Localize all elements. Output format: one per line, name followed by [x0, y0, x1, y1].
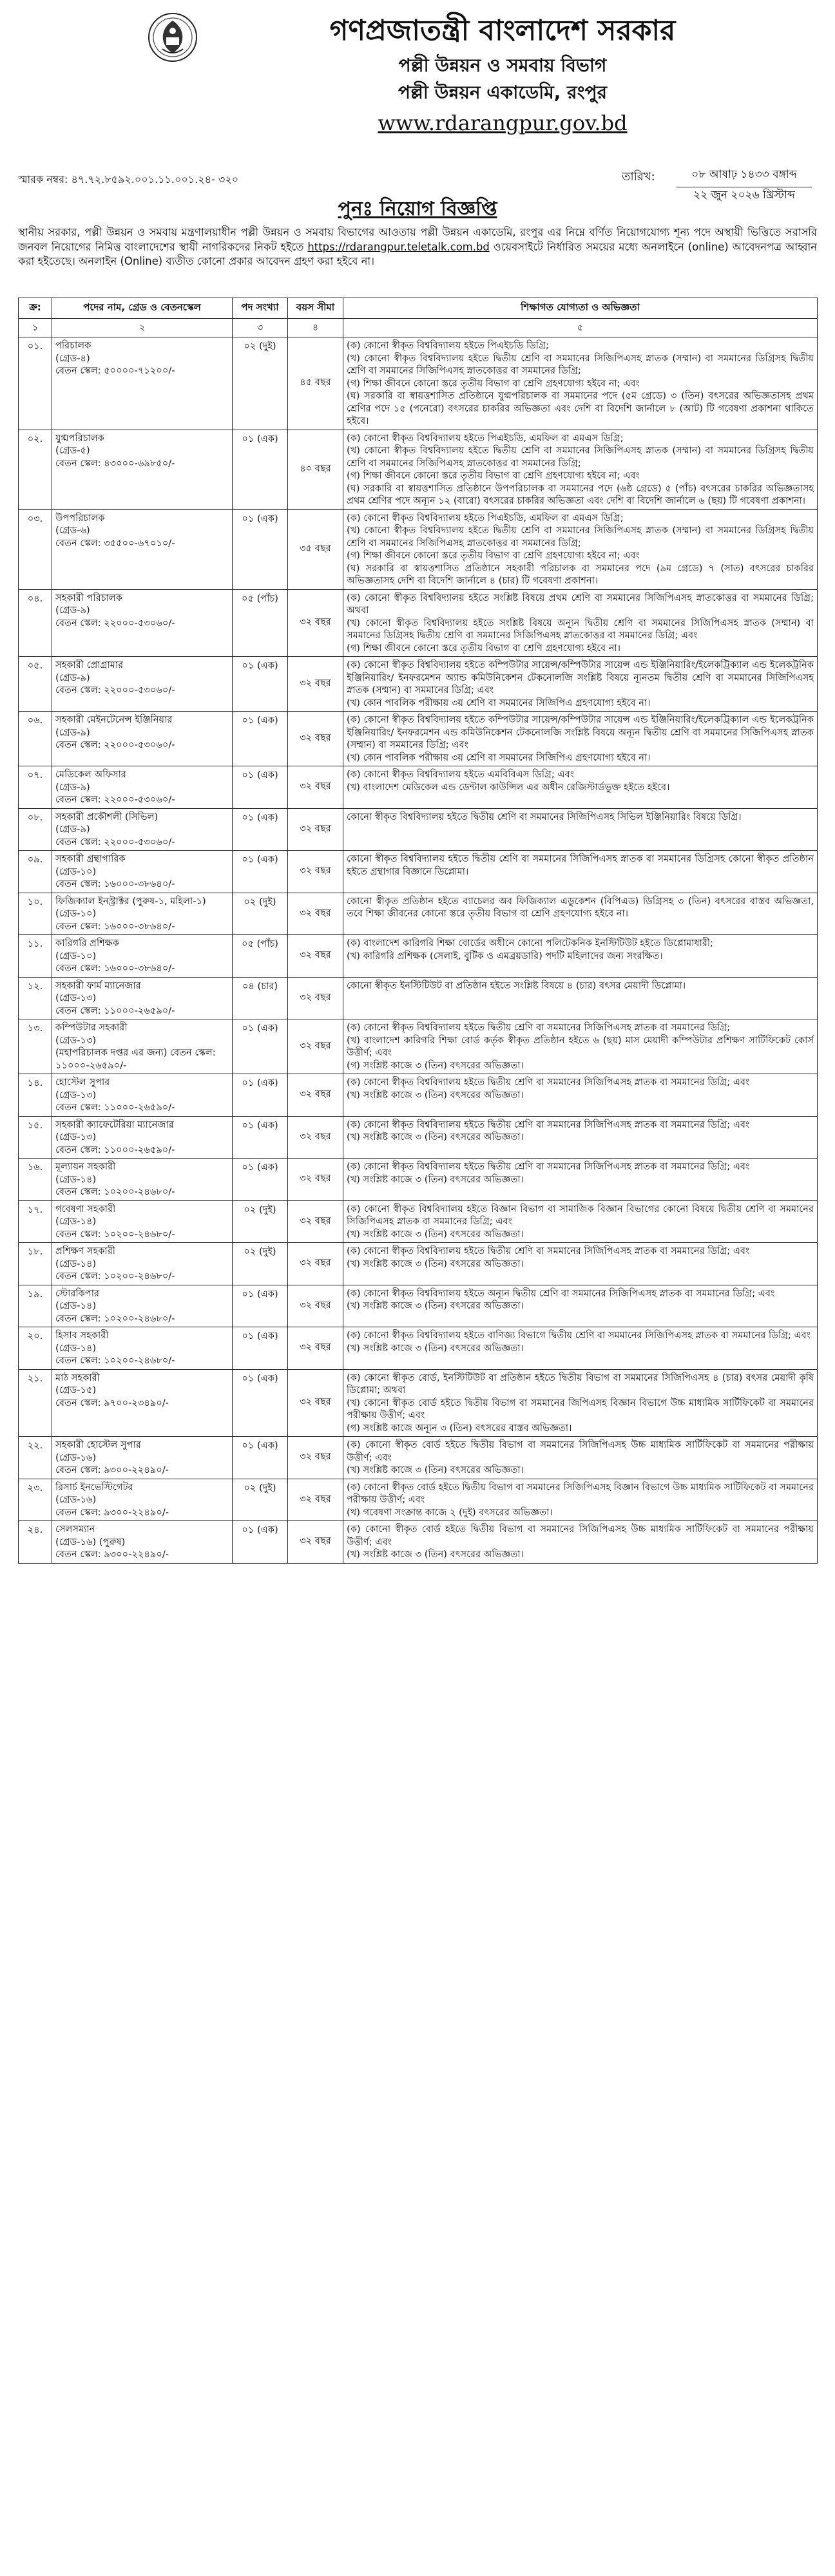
qualification-cell [343, 1285, 818, 1327]
post-name: কম্পিউটার সহকারী [55, 1022, 128, 1033]
qualification-line: (ক) কোনো স্বীকৃত বিশ্ববিদ্যালয় হইতে দ্বিতীয় শ্রেণি বা সমমানের সিজিপিএসহ স্নাতক বা সমমানের ডিগ্রি; এবং [347, 1161, 750, 1172]
qualification-line: (খ) কোনো স্বীকৃত বিশ্ববিদ্যালয় হইতে দ্বিতীয় শ্রেণি বা সমমানের সিজিপিএসহ স্নাতক (সম্মান) বা সমমানের ডিগ্রিসহ দ্বিতীয় শ্রেণি বা সমমানের সিজিপিএসহ স্নাতকোত্তর বা সমমানের ডিগ্রি; [347, 352, 814, 376]
column-number: ১ [19, 319, 52, 337]
qualification-cell [343, 509, 818, 589]
post-cell [52, 1243, 233, 1285]
pay-scale: বেতন স্কেল: ১০২০০-২৪৬৮০/- [55, 1228, 175, 1240]
age-limit: ৪৫ বছর [288, 337, 343, 430]
qualification-line: (ক) বাংলাদেশ কারিগরি শিক্ষা বোর্ডের অধীনে কোনো পলিটেকনিক ইনস্টিটিউট হইতে ডিপ্লোমাধারী; [347, 938, 713, 949]
post-name: মূল্যায়ন সহকারী [55, 1161, 116, 1172]
qualification-line: (ক) কোনো স্বীকৃত বিশ্ববিদ্যালয় হইতে দ্বিতীয় শ্রেণি বা সমমানের সিজিপিএসহ স্নাতক বা সমমানের ডিগ্রি; [347, 1022, 731, 1033]
table-row [19, 589, 818, 657]
qualification-line: (ঘ) সরকারি বা স্বায়ত্তশাসিত প্রতিষ্ঠানে সহকারী পরিচালক বা সমমানের পদে (৯ম গ্রেডে) ৭ (সাত) বৎসরের চাকরির অভিজ্ঞতাসহ দেশি বা বিদেশি জার্নালে ৪ (চার) টি গবেষণা প্রকাশনা। [347, 562, 814, 586]
qualification-line: (গ) সংশ্লিষ্ট কাজে অন্যূন ৩ (তিন) বৎসরের বাস্তব অভিজ্ঞতা। [347, 1422, 572, 1434]
qualification-cell [343, 1200, 818, 1243]
qualification-line: (ঘ) সরকারি বা স্বায়ত্তশাসিত প্রতিষ্ঠানে উপপরিচালক বা সমমানের পদে (৬ষ্ঠ গ্রেডে) ৫ (পাঁচ) বৎসরের চাকরির অভিজ্ঞতাসহ প্রথম শ্রেণির পদে অন্যূন ১২ (বারো) বৎসরের চাকরির অভিজ্ঞতা এবং দেশি বা বিদেশি জার্নালে ৬ (ছয়) টি গবেষণা প্রকাশনা। [347, 482, 814, 506]
post-cell [52, 1327, 233, 1370]
qualification-line: (ক) কোনো স্বীকৃত বিশ্ববিদ্যালয় হইতে কম্পিউটার সায়েন্স/কম্পিউটার সায়েন্স এন্ড ইঞ্জিনিয়ারিং/ইলেকট্রিক্যাল এন্ড ইলেকট্রনিক ইঞ্জিনিয়ারিং/ ইনফরমেশন এন্ড কমিউনিকেশন টেকনোলজি সংশ্লিষ্ট বিষয়ে অন্যূন দ্বিতীয় শ্রেণি বা সমমানের সিজিপিএসহ স্নাতক (সম্মান) বা সমমানের ডিগ্রি; এবং [347, 714, 814, 750]
post-cell [52, 1116, 233, 1159]
column-number: ৪ [288, 319, 343, 337]
age-limit: ৩২ বছর [288, 1116, 343, 1159]
qualification-cell [343, 1521, 818, 1564]
column-number: ২ [52, 319, 233, 337]
column-number: ৩ [233, 319, 288, 337]
qualification-cell [343, 935, 818, 978]
pay-scale: বেতন স্কেল: ২২০০০-৫৩০৬০/- [55, 836, 175, 848]
column-number: ৫ [343, 319, 818, 337]
qualification-line: কোনো স্বীকৃত ইনস্টিটিউট বা প্রতিষ্ঠান হইতে সংশ্লিষ্ট বিষয়ে ৪ (চার) বৎসর মেয়াদী ডিপ্লোমা। [347, 980, 686, 991]
post-quantity: ০১ (এক) [233, 808, 288, 851]
pay-scale: বেতন স্কেল: ১৬০০০-৩৮৬৪০/- [55, 878, 175, 889]
table-row [19, 1243, 818, 1285]
post-quantity: ০১ (এক) [233, 1074, 288, 1117]
qualification-line: (খ) কোনো স্বীকৃত বিশ্ববিদ্যালয় হইতে দ্বিতীয় শ্রেণি বা সমমানের সিজিপিএসহ স্নাতক (সম্মান) বা সমমানের ডিগ্রিসহ দ্বিতীয় শ্রেণি বা সমমানের সিজিপিএসহ স্নাতকোত্তর বা সমমানের ডিগ্রি; [347, 525, 814, 549]
table-row [19, 1200, 818, 1243]
qualification-cell [343, 1327, 818, 1370]
notice-title: পুনঃ নিয়োগ বিজ্ঞপ্তি [338, 198, 497, 220]
post-quantity: ০১ (এক) [233, 1116, 288, 1159]
header-age: বয়স সীমা [288, 298, 343, 319]
row-serial: ১৭. [19, 1200, 52, 1243]
table-row [19, 712, 818, 766]
division-name: পল্লী উন্নয়ন ও সমবায় বিভাগ [398, 55, 607, 76]
pay-scale: বেতন স্কেল: ১১০০০-২৬৫৯০/- [55, 1005, 175, 1016]
post-cell [52, 1521, 233, 1564]
post-name: সহকারী ফার্ম ম্যানেজার [55, 980, 141, 991]
intro-text-1: স্থানীয় সরকার, পল্লী উন্নয়ন ও সমবায় মন্ত্রণালয়াধীন পল্লী উন্নয়ন ও সমবায় বিভাগের আওতায় পল্লী উন্নয়ন একাডেমি, রংপুর এর নিম্নে বর্ণিত নিয়োগযোগ্য শূন্য পদে অস্থায়ী ভিত্তিতে সরাসরি জনবল নিয়োগের নিমিত্ত বাংলাদেশের স্থায়ী নাগরিকদের নিকট হইতে [18, 226, 817, 253]
pay-scale: বেতন স্কেল: ১০২০০-২৪৬৮০/- [55, 1355, 175, 1366]
post-grade: (গ্রেড-১৪) [55, 1300, 97, 1311]
table-row [19, 657, 818, 712]
pay-scale: বেতন স্কেল: ১১০০০-২৬৫৯০/- [55, 1144, 175, 1155]
row-serial: ০৭. [19, 766, 52, 809]
age-limit: ৩২ বছর [288, 1521, 343, 1564]
row-serial: ১৪. [19, 1074, 52, 1117]
pay-scale: বেতন স্কেল: ২২০০০-৫৩০৬০/- [55, 739, 175, 750]
qualification-cell [343, 1074, 818, 1117]
post-quantity: ০১ (এক) [233, 1159, 288, 1201]
qualification-cell [343, 430, 818, 509]
post-name: হোস্টেল সুপার [55, 1077, 110, 1088]
row-serial: ০১. [19, 337, 52, 430]
row-serial: ১১. [19, 935, 52, 978]
post-grade: (গ্রেড-১৪) [55, 1342, 97, 1354]
post-quantity: ০১ (এক) [233, 1437, 288, 1479]
header-quantity: পদ সংখ্যা [233, 298, 288, 319]
age-limit: ৩২ বছর [288, 1019, 343, 1074]
qualification-cell [343, 1159, 818, 1201]
qualification-line: (ক) কোনো স্বীকৃত বিশ্ববিদ্যালয় হইতে বিজ্ঞান বিভাগ বা সামাজিক বিজ্ঞান বিভাগের কোনো বিষয়ে দ্বিতীয় শ্রেণি বা সমমানের সিজিপিএসহ স্নাতক বা সমমানের ডিগ্রি; এবং [347, 1203, 814, 1227]
website-link[interactable]: www.rdarangpur.gov.bd [378, 111, 628, 135]
qualification-line: (খ) কোনো স্বীকৃত বোর্ড হইতে দ্বিতীয় বিভাগ বা সমমানের জিপিএসহ বিজ্ঞান বিভাগে উচ্চ মাধ্যমিক সার্টিফিকেট বা সমমানের পরীক্ষায় উত্তীর্ণ; এবং [347, 1397, 814, 1421]
age-limit: ৩২ বছর [288, 766, 343, 809]
post-grade: (গ্রেড-১৪) [55, 1173, 97, 1185]
age-limit: ৩২ বছর [288, 1437, 343, 1479]
qualification-line: (গ) শিক্ষা জীবনে কোনো স্তরে তৃতীয় বিভাগ বা শ্রেণি গ্রহণযোগ্য হইবে না। [347, 642, 620, 654]
table-header-row [19, 298, 818, 319]
post-grade: (গ্রেড-৯) [55, 824, 90, 835]
date-english: ২২ জুন ২০২৬ খ্রিস্টাব্দ [693, 189, 795, 202]
row-serial: ১৯. [19, 1285, 52, 1327]
table-row [19, 1369, 818, 1437]
qualification-line: (ক) কোনো স্বীকৃত বোর্ড হইতে দ্বিতীয় বিভাগ বা সমমানের সিজিপিএসহ উচ্চ মাধ্যমিক সার্টিফিকেট বা সমমানের পরীক্ষায় উত্তীর্ণ; এবং [347, 1439, 814, 1463]
post-quantity: ০১ (এক) [233, 766, 288, 809]
table-row [19, 1479, 818, 1521]
age-limit: ৩২ বছর [288, 1159, 343, 1201]
post-cell [52, 977, 233, 1019]
post-quantity: ০৪ (চার) [233, 977, 288, 1019]
post-name: মাঠ সহকারী [55, 1372, 100, 1383]
qualification-line: (খ) কারিগরি প্রশিক্ষক (সেলাই, বুটিক ও এমব্রয়ডারি) পদটি মহিলাদের জন্য সংরক্ষিত। [347, 950, 663, 961]
post-quantity: ০১ (এক) [233, 1019, 288, 1074]
qualification-line: (ক) কোনো স্বীকৃত বিশ্ববিদ্যালয় হইতে পিএইচডি ডিগ্রি; [347, 340, 549, 351]
age-limit: ৩২ বছর [288, 1479, 343, 1521]
qualification-line: (খ) সংশ্লিষ্ট কাজে ৩ (তিন) বৎসরের অভিজ্ঞতা। [347, 1300, 524, 1311]
table-row [19, 893, 818, 935]
post-cell [52, 935, 233, 978]
post-quantity: ০১ (এক) [233, 1327, 288, 1370]
post-grade: (গ্রেড-১৪) [55, 1216, 97, 1227]
age-limit: ৩২ বছর [288, 1200, 343, 1243]
qualification-cell [343, 1116, 818, 1159]
post-grade: (গ্রেড-১৩) [55, 992, 97, 1003]
post-cell [52, 1200, 233, 1243]
qualification-line: (খ) গবেষণা সংক্রান্ত কাজে ২ (দুই) বৎসরের অভিজ্ঞতা। [347, 1506, 553, 1518]
qualification-line: (খ) সংশ্লিষ্ট কাজে ৩ (তিন) বৎসরের অভিজ্ঞতা। [347, 1228, 524, 1240]
qualification-line: (ক) কোনো স্বীকৃত বিশ্ববিদ্যালয় হইতে পিএইচডি, এমফিল বা এমএস ডিগ্রি; [347, 512, 624, 524]
qualification-line: (খ) বাংলাদেশ মেডিকেল এন্ড ডেন্টাল কাউন্সিল এর অধীন রেজিস্টার্ডভুক্ত হইতে হইবে। [347, 781, 670, 793]
post-name: রিসার্চ ইনভেস্টিগেটর [55, 1481, 133, 1493]
qualification-line: (ক) কোনো স্বীকৃত বিশ্ববিদ্যালয় হইতে কম্পিউটার সায়েন্স/কম্পিউটার সায়েন্স এন্ড ইঞ্জিনিয়ারিং/ইলেকট্রিক্যাল এন্ড ইলেকট্রনিক ইঞ্জিনিয়ারিং/ ইনফরমেশন অ্যান্ড কমিউনিকেশন টেকনোলজি সংশ্লিষ্ট বিষয়ে ন্যূনতম দ্বিতীয় শ্রেণি বা সমমানের সিজিপিএসহ স্নাতক (সম্মান) বা সমমানের ডিগ্রি; এবং [347, 659, 814, 696]
post-quantity: ০২ (দুই) [233, 1200, 288, 1243]
age-limit: ৩২ বছর [288, 657, 343, 712]
table-row [19, 1159, 818, 1201]
post-grade: (গ্রেড-১৩) [55, 1089, 97, 1101]
pay-scale: বেতন স্কেল: ৩৫৫০০-৬৭০১০/- [55, 537, 175, 549]
age-limit: ৩২ বছর [288, 1285, 343, 1327]
row-serial: ০২. [19, 430, 52, 509]
post-name: পরিচালক [55, 340, 91, 351]
qualification-line: (ক) কোনো স্বীকৃত বিশ্ববিদ্যালয় হইতে দ্বিতীয় শ্রেণি বা সমমানের সিজিপিএসহ স্নাতক বা সমমানের ডিগ্রি; এবং [347, 1245, 750, 1256]
government-title: গণপ্রজাতন্ত্রী বাংলাদেশ সরকার [329, 14, 676, 47]
post-grade: (গ্রেড-৯) [55, 726, 90, 738]
memo-number: স্মারক নম্বর: ৪৭.৭২.৮৫৯২.০০১.১১.০০১.২৪- ৩২০ [18, 173, 239, 185]
pay-scale: বেতন স্কেল: ৯৩০০-২২৪৯০/- [55, 1506, 169, 1518]
row-serial: ১২. [19, 977, 52, 1019]
qualification-line: (গ) শিক্ষা জীবনে কোনো স্তরে তৃতীয় বিভাগ বা শ্রেণি গ্রহণযোগ্য হইবে না; এবং [347, 377, 640, 389]
letterhead [0, 0, 835, 161]
age-limit: ৩২ বছর [288, 977, 343, 1019]
row-serial: ০৪. [19, 589, 52, 657]
post-cell [52, 851, 233, 893]
post-cell [52, 337, 233, 430]
post-quantity: ০১ (এক) [233, 657, 288, 712]
qualification-cell [343, 712, 818, 766]
qualification-line: (খ) কোন পাবলিক পরীক্ষায় ৩য় শ্রেণি বা সমমানের সিজিপিএ গ্রহণযোগ্য হইবে না। [347, 752, 651, 763]
row-serial: ২৩. [19, 1479, 52, 1521]
post-name: সেলসম্যান [55, 1524, 95, 1535]
table-row [19, 977, 818, 1019]
post-quantity: ০১ (এক) [233, 1369, 288, 1437]
table-row [19, 1327, 818, 1370]
column-number-row [19, 319, 818, 337]
qualification-line: (খ) সংশ্লিষ্ট কাজে ৩ (তিন) বৎসরের অভিজ্ঞতা। [347, 1464, 524, 1475]
post-cell [52, 430, 233, 509]
post-cell [52, 657, 233, 712]
row-serial: ১৬. [19, 1159, 52, 1201]
qualification-line: (ক) কোনো স্বীকৃত বিশ্ববিদ্যালয় হইতে সংশ্লিষ্ট বিষয়ে প্রথম শ্রেণি বা সমমানের সিজিপিএসহ স্নাতকোত্তর বা সমমানের ডিগ্রি; অথবা [347, 592, 814, 616]
age-limit: ৩২ বছর [288, 893, 343, 935]
age-limit: ৩২ বছর [288, 712, 343, 766]
qualification-line: (খ) সংশ্লিষ্ট কাজে ৩ (তিন) বৎসরের অভিজ্ঞতা। [347, 1549, 524, 1560]
header-serial: ক্র: [19, 298, 52, 319]
post-cell [52, 1479, 233, 1521]
qualification-line: (ক) কোনো স্বীকৃত বিশ্ববিদ্যালয় হইতে এমবিবিএস ডিগ্রি; এবং [347, 769, 575, 780]
post-grade: (গ্রেড-১৪) [55, 1258, 97, 1269]
table-row [19, 1437, 818, 1479]
pay-scale: বেতন স্কেল: ১৬০০০-৩৮৬৪০/- [55, 920, 175, 932]
qualification-line: (খ) কোনো স্বীকৃত বিশ্ববিদ্যালয় হইতে দ্বিতীয় শ্রেণি বা সমমানের সিজিপিএসহ স্নাতক (সম্মান) বা সমমানের ডিগ্রিসহ দ্বিতীয় শ্রেণি বা সমমানের সিজিপিএসহ স্নাতকোত্তর বা সমমানের ডিগ্রি; [347, 445, 814, 469]
post-name: ফিজিক্যাল ইনস্ট্রাক্টর (পুরুষ-১, মহিলা-১) [55, 895, 206, 907]
age-limit: ৪০ বছর [288, 430, 343, 509]
row-serial: ২৪. [19, 1521, 52, 1564]
qualification-line: (গ) সংশ্লিষ্ট কাজে ৩ (তিন) বৎসরের অভিজ্ঞতা। [347, 1059, 524, 1071]
post-quantity: ০৫ (পাঁচ) [233, 589, 288, 657]
post-grade: (গ্রেড-৬) [55, 525, 90, 536]
qualification-line: (গ) শিক্ষা জীবনে কোনো স্তরে তৃতীয় বিভাগ বা শ্রেণি গ্রহণযোগ্য হইবে না; এবং [347, 470, 640, 481]
qualification-cell [343, 589, 818, 657]
table-row [19, 430, 818, 509]
qualification-cell [343, 851, 818, 893]
row-serial: ১০. [19, 893, 52, 935]
age-limit: ৩২ বছর [288, 1369, 343, 1437]
teletalk-link[interactable]: https://rdarangpur.teletalk.com.bd [307, 240, 490, 253]
post-grade: (গ্রেড-৯) [55, 605, 90, 616]
table-row [19, 851, 818, 893]
qualification-line: (খ) সংশ্লিষ্ট কাজে ৩ (তিন) বৎসরের অভিজ্ঞতা। [347, 1258, 524, 1269]
row-serial: ০৬. [19, 712, 52, 766]
qualification-line: (গ) শিক্ষা জীবনে কোনো স্তরে তৃতীয় বিভাগ বা শ্রেণি গ্রহণযোগ্য হইবে না; এবং [347, 550, 640, 561]
row-serial: ১৮. [19, 1243, 52, 1285]
post-name: সহকারী হোস্টেল সুপার [55, 1439, 141, 1450]
post-cell [52, 766, 233, 809]
pay-scale: বেতন স্কেল: ২২০০০-৫৩০৬০/- [55, 794, 175, 805]
pay-scale: বেতন স্কেল: ৪৩০০০-৬৯৮৫০/- [55, 457, 175, 469]
date-label: তারিখ: [622, 170, 655, 184]
qualification-cell [343, 1369, 818, 1437]
qualification-line: (খ) সংশ্লিষ্ট কাজে ৩ (তিন) বৎসরের অভিজ্ঞতা। [347, 1342, 524, 1354]
qualification-line: (ক) কোনো স্বীকৃত বিশ্ববিদ্যালয় হইতে পিএইচডি, এমফিল বা এমএস ডিগ্রি; [347, 432, 624, 444]
row-serial: ১৩. [19, 1019, 52, 1074]
post-name: যুগ্মপরিচালক [55, 432, 104, 444]
row-serial: ০৯. [19, 851, 52, 893]
pay-scale: বেতন স্কেল: ১১০০০-২৬৫৯০/- [55, 1102, 175, 1113]
post-cell [52, 1074, 233, 1117]
post-grade: (গ্রেড-১৬) [55, 1494, 97, 1505]
pay-scale: বেতন স্কেল: ৫০০০০-৭১২০০/- [55, 365, 175, 376]
qualification-cell [343, 766, 818, 809]
table-row [19, 1074, 818, 1117]
post-name: সহকারী পরিচালক [55, 592, 122, 603]
table-row [19, 766, 818, 809]
qualification-line: (খ) বাংলাদেশ কারিগরি শিক্ষা বোর্ড কর্তৃক স্বীকৃত প্রতিষ্ঠান হইতে ৬ (ছয়) মাস মেয়াদী কম্পিউটার প্রশিক্ষণ সার্টিফিকেট কোর্স উত্তীর্ণ; এবং [347, 1034, 814, 1058]
qualification-cell [343, 893, 818, 935]
post-cell [52, 1159, 233, 1201]
post-name: স্টোরকিপার [55, 1287, 99, 1299]
qualification-cell [343, 337, 818, 430]
qualification-cell [343, 1479, 818, 1521]
post-grade: (গ্রেড-১০) [55, 950, 97, 961]
post-grade: (গ্রেড-১৩) [55, 1034, 97, 1046]
post-quantity: ০২ (দুই) [233, 337, 288, 430]
table-row [19, 1285, 818, 1327]
qualification-line: (ক) কোনো স্বীকৃত বিশ্ববিদ্যালয় হইতে দ্বিতীয় শ্রেণি বা সমমানের সিজিপিএসহ স্নাতক বা সমমানের ডিগ্রি; এবং [347, 1077, 750, 1088]
pay-scale: (মহাপরিচালক দপ্তর এর জন্য) বেতন স্কেল: ১১০০০-২৬৫৯০/- [55, 1047, 216, 1071]
qualification-line: (ক) কোনো স্বীকৃত বোর্ড হইতে দ্বিতীয় বিভাগ বা সমমানের সিজিপিএসহ বিজ্ঞান বিভাগে উচ্চ মাধ্যমিক সার্টিফিকেট বা সমমানের পরীক্ষায় উত্তীর্ণ; এবং [347, 1481, 814, 1505]
post-grade: (গ্রেড-৯) [55, 781, 90, 793]
post-name: কারিগরি প্রশিক্ষক [55, 938, 119, 949]
post-quantity: ০৫ (পাঁচ) [233, 935, 288, 978]
post-cell [52, 589, 233, 657]
post-quantity: ০১ (এক) [233, 851, 288, 893]
qualification-cell [343, 657, 818, 712]
intro-text-2: ওয়েবসাইটে নির্ধারিত সময়ের মধ্যে অনলাইনে (online) আবেদনপত্র আহ্বান করা হইতেছে। অনলাইন (Online) ব্যতীত কোনো প্রকার আবেদন গ্রহণ করা হইবে না। [18, 240, 817, 267]
post-grade: (গ্রেড-১৬) [55, 1452, 97, 1463]
pay-scale: বেতন স্কেল: ১০২০০-২৪৬৮০/- [55, 1186, 175, 1197]
row-serial: ০৮. [19, 808, 52, 851]
age-limit: ৩২ বছর [288, 1074, 343, 1117]
post-quantity: ০১ (এক) [233, 509, 288, 589]
post-cell [52, 893, 233, 935]
age-limit: ৩২ বছর [288, 935, 343, 978]
post-cell [52, 509, 233, 589]
post-name: হিসাব সহকারী [55, 1330, 109, 1341]
pay-scale: বেতন স্কেল: ৯৩০০-২২৪৯০/- [55, 1549, 169, 1560]
table-row [19, 1019, 818, 1074]
pay-scale: বেতন স্কেল: ৯৭০০-২৩৪৯০/- [55, 1397, 169, 1408]
post-cell [52, 1369, 233, 1437]
post-quantity: ০১ (এক) [233, 1285, 288, 1327]
table-row [19, 337, 818, 430]
post-cell [52, 1437, 233, 1479]
row-serial: ০৩. [19, 509, 52, 589]
pay-scale: বেতন স্কেল: ২২০০০-৫৩০৬০/- [55, 685, 175, 696]
row-serial: ১৫. [19, 1116, 52, 1159]
post-quantity: ০১ (এক) [233, 430, 288, 509]
qualification-cell [343, 1243, 818, 1285]
post-name: উপপরিচালক [55, 512, 105, 524]
qualification-line: (ক) কোনো স্বীকৃত বিশ্ববিদ্যালয় হইতে দ্বিতীয় শ্রেণি বা সমমানের সিজিপিএসহ স্নাতক বা সমমানের ডিগ্রি; এবং [347, 1119, 750, 1130]
header-post: পদের নাম, গ্রেড ও বেতনস্কেল [52, 298, 233, 319]
qualification-line: (ক) কোনো স্বীকৃত বিশ্ববিদ্যালয় হইতে বাণিজ্য বিভাগে দ্বিতীয় শ্রেণি বা সমমানের সিজিপিএসহ স্নাতক বা সমমানের ডিগ্রি; এবং [347, 1330, 811, 1341]
age-limit: ৩২ বছর [288, 1243, 343, 1285]
table-row [19, 808, 818, 851]
post-cell [52, 1019, 233, 1074]
intro-paragraph [18, 225, 817, 269]
post-quantity: ০২ (দুই) [233, 1479, 288, 1521]
qualification-line: কোনো স্বীকৃত বিশ্ববিদ্যালয় হইতে দ্বিতীয় শ্রেণি বা সমমানের সিজিপিএসহ সিভিল ইঞ্জিনিয়ারিং বিষয়ে ডিগ্রি। [347, 811, 742, 822]
table-row [19, 509, 818, 589]
post-grade: (গ্রেড-১৩) [55, 1132, 97, 1142]
row-serial: ২০. [19, 1327, 52, 1370]
table-body [19, 337, 818, 1564]
age-limit: ৩২ বছর [288, 1327, 343, 1370]
qualification-line: (খ) সংশ্লিষ্ট কাজে ৩ (তিন) বৎসরের অভিজ্ঞতা। [347, 1089, 524, 1101]
qualification-line: (ক) কোনো স্বীকৃত বোর্ড হইতে দ্বিতীয় বিভাগ বা সমমানের সিজিপিএসহ উচ্চ মাধ্যমিক সার্টিফিকেট বা সমমানের পরীক্ষায় উত্তীর্ণ; এবং [347, 1524, 814, 1548]
post-cell [52, 712, 233, 766]
table-row [19, 935, 818, 978]
qualification-line: (খ) সংশ্লিষ্ট কাজে ৩ (তিন) বৎসরের অভিজ্ঞতা। [347, 1132, 524, 1142]
post-name: সহকারী মেইনটেনেন্স ইঞ্জিনিয়ার [55, 714, 173, 725]
post-quantity: ০২ (দুই) [233, 1243, 288, 1285]
post-quantity: ০১ (এক) [233, 1521, 288, 1564]
age-limit: ৩২ বছর [288, 589, 343, 657]
qualification-line: কোনো স্বীকৃত বিশ্ববিদ্যালয় হইতে দ্বিতীয় শ্রেণি বা সমমানের সিজিপিএসহ স্নাতক বা সমমানের ডিগ্রিসহ কোনো স্বীকৃত প্রতিষ্ঠান হইতে গ্রন্থাগার বিজ্ঞানে ডিপ্লোমা। [347, 853, 814, 877]
government-emblem-icon [147, 12, 198, 63]
age-limit: ৩২ বছর [288, 851, 343, 893]
qualification-cell [343, 1437, 818, 1479]
post-name: গবেষণা সহকারী [55, 1203, 116, 1215]
table-row [19, 1116, 818, 1159]
post-quantity: ০২ (দুই) [233, 893, 288, 935]
pay-scale: বেতন স্কেল: ৯৩০০-২২৪৯০/- [55, 1464, 169, 1475]
post-cell [52, 808, 233, 851]
post-grade: (গ্রেড-৫) [55, 445, 90, 456]
age-limit: ৩৫ বছর [288, 509, 343, 589]
post-grade: (গ্রেড-৯) [55, 672, 90, 683]
qualification-cell [343, 808, 818, 851]
qualification-line: (ক) কোনো স্বীকৃত বিশ্ববিদ্যালয় হইতে অন্যূন দ্বিতীয় শ্রেণি বা সমমানের সিজিপিএসহ স্নাতক বা সমমানের ডিগ্রি; এবং [347, 1287, 775, 1299]
post-name: সহকারী প্রকৌশলী (সিভিল) [55, 811, 158, 822]
post-cell [52, 1285, 233, 1327]
row-serial: ২১. [19, 1369, 52, 1437]
header-qualification: শিক্ষাগত যোগ্যতা ও অভিজ্ঞতা [343, 298, 818, 319]
date-bangla: ০৮ আষাঢ় ১৪৩৩ বঙ্গাব্দ [677, 166, 812, 187]
qualification-line: কোনো স্বীকৃত প্রতিষ্ঠান হইতে ব্যাচেলর অব ফিজিক্যাল এডুকেশন (বিপিএড) ডিগ্রিসহ ৩ (তিন) বৎসরের বাস্তব অভিজ্ঞতা, তবে শিক্ষা জীবনের কোনো স্তরে তৃতীয় বিভাগ বা শ্রেণি গ্রহণযোগ্য হইবে না। [347, 895, 814, 919]
post-grade: (গ্রেড-১০) [55, 866, 97, 877]
table-row [19, 1521, 818, 1564]
post-name: মেডিকেল অফিসার [55, 769, 126, 780]
post-grade: (গ্রেড-৪) [55, 352, 90, 364]
pay-scale: বেতন স্কেল: ১০২০০-২৪৬৮০/- [55, 1312, 175, 1324]
qualification-line: (খ) কোনো স্বীকৃত বিশ্ববিদ্যালয় হইতে সংশ্লিষ্ট বিষয়ে অন্যূন দ্বিতীয় শ্রেণি বা সমমানের সিজিপিএসহ স্নাতক (সম্মান) বা সমমানের ডিগ্রিসহ দ্বিতীয় শ্রেণি বা সমমানের সিজিপিএসহ স্নাতকোত্তর বা সমমানের ডিগ্রি; এবং [347, 617, 814, 641]
age-limit: ৩২ বছর [288, 808, 343, 851]
academy-name: পল্লী উন্নয়ন একাডেমি, রংপুর [398, 82, 608, 103]
post-grade: (গ্রেড-১০) [55, 908, 97, 919]
qualification-line: (খ) সংশ্লিষ্ট কাজে ৩ (তিন) বৎসরের অভিজ্ঞতা। [347, 1173, 524, 1185]
post-name: সহকারী প্রোগ্রামার [55, 659, 124, 670]
pay-scale: বেতন স্কেল: ১৬০০০-৩৮৬৪০/- [55, 963, 175, 974]
post-grade: (গ্রেড-১৫) [55, 1385, 97, 1396]
pay-scale: বেতন স্কেল: ১০২০০-২৪৬৮০/- [55, 1271, 175, 1282]
post-quantity: ০১ (এক) [233, 712, 288, 766]
qualification-cell [343, 1019, 818, 1074]
recruitment-table [18, 298, 817, 1564]
post-grade: (গ্রেড-১৬) (পুরুষ) [55, 1536, 126, 1548]
qualification-line: (খ) কোন পাবলিক পরীক্ষায় ৩য় শ্রেণি বা সমমানের সিজিপিএ গ্রহণযোগ্য হইবে না। [347, 697, 651, 708]
row-serial: ২২. [19, 1437, 52, 1479]
post-name: সহকারী গ্রন্থাগারিক [55, 853, 126, 864]
qualification-cell [343, 977, 818, 1019]
row-serial: ০৫. [19, 657, 52, 712]
qualification-line: (ক) কোনো স্বীকৃত বোর্ড, ইনস্টিটিউট বা প্রতিষ্ঠান হইতে দ্বিতীয় বিভাগ বা সমমানের সিজিপিএসহ ৪ (চার) বৎসর মেয়াদী কৃষি ডিপ্লোমা; অথবা [347, 1372, 814, 1396]
qualification-line: (ঘ) সরকারি বা স্বায়ত্তশাসিত প্রতিষ্ঠানে যুগ্মপরিচালক বা সমমানের পদে (৫ম গ্রেডে) ৩ (তিন) বৎসরের অভিজ্ঞতাসহ প্রথম শ্রেণির পদে ১৫ (পনেরো) বৎসরের চাকরির অভিজ্ঞতা এবং দেশি বা বিদেশি জার্নালে ৮ (আট) টি গবেষণা প্রকাশনা থাকিতে হইবে। [347, 390, 814, 426]
post-name: সহকারী ক্যাফেটেরিয়া ম্যানেজার [55, 1119, 174, 1130]
pay-scale: বেতন স্কেল: ২২০০০-৫৩০৬০/- [55, 617, 175, 629]
post-name: প্রশিক্ষণ সহকারী [55, 1245, 115, 1256]
